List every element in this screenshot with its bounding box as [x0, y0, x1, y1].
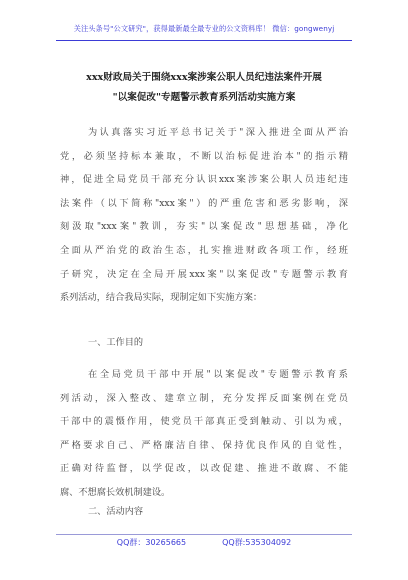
paragraph-line: 子研究，决定在全局开展xxx案"以案促改"专题警示教育: [60, 268, 348, 280]
footer-qq-group-2: QQ群:535304092: [222, 538, 292, 547]
paragraph-line: 全面从严治党的政治生态，扎实推进财政各项工作，经班: [60, 245, 348, 256]
paragraph-line: 系列活动，结合我局实际，现制定如下实施方案：: [60, 292, 263, 304]
footer: [0, 537, 408, 548]
section-2-heading: 二、活动内容: [88, 506, 144, 517]
header-banner: 关注头条号"公文研究"，获得最新最全最专业的公文资料库！ 微信：gongwenyj: [73, 24, 335, 33]
footer-qq-group-1: QQ群：30265665: [116, 538, 187, 547]
paragraph-line: 法案件（以下简称"xxx案"）的严重危害和恶劣影响，深: [60, 197, 348, 209]
paragraph-line: 腐、不想腐长效机制建设。: [60, 487, 171, 498]
paragraph-line: 为认真落实习近平总书记关于"深入推进全面从严治: [88, 127, 348, 138]
paragraph-line: 列活动，深入整改、建章立制，充分发挥反面案例在党员: [60, 392, 348, 404]
section-1-heading: 一、工作目的: [88, 337, 144, 348]
header-divider: [56, 40, 352, 41]
document-title-line-2: "以案促改"专题警示教育系列活动实施方案: [112, 92, 296, 103]
paragraph-line: 党，必须坚持标本兼取，不断以治标促进治本"的指示精: [60, 150, 348, 162]
intro-paragraph: [60, 124, 348, 314]
paragraph-line: 严格要求自己、严格廉洁自律、保持优良作风的自觉性，: [60, 439, 348, 451]
section-1-paragraph: [60, 366, 348, 506]
paragraph-line: 正确对待监督，以学促改，以改促建、推进不敢腐、不能: [60, 463, 348, 475]
paragraph-line: 神，促进全局党员干部充分认识xxx案涉案公职人员违纪违: [60, 174, 348, 186]
footer-divider: [56, 534, 352, 535]
paragraph-line: 刻汲取"xxx案"教训，夯实"以案促改"思想基础，净化: [60, 221, 348, 233]
document-title-line-1: xxx财政局关于围绕xxx案涉案公职人员纪违法案件开展: [86, 72, 322, 83]
paragraph-line: 在全局党员干部中开展"以案促改"专题警示教育系: [88, 369, 348, 380]
paragraph-line: 干部中的震慑作用，使党员干部真正受到触动、引以为戒，: [60, 416, 348, 428]
